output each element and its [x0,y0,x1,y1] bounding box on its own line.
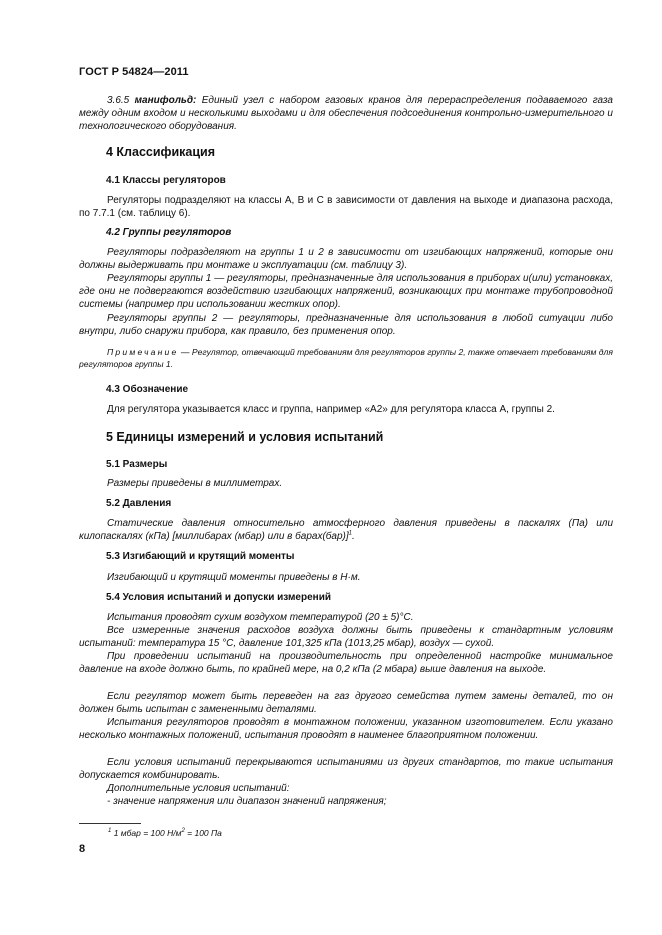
footnote [108,828,222,838]
footnote-separator [79,823,141,824]
definition-term: манифольд: [134,95,197,106]
section-4-3-text: Для регулятора указывается класс и группа, например «А2» для регулятора класса А, группы 2. [107,404,555,415]
section-5-3-text: Изгибающий и крутящий моменты приведены в Н·м. [107,572,361,583]
section-5-4-para-5: Испытания регуляторов проводят в монтажном положении, указанном изготовителем. Если указано несколько монтажных положений, испытания проводят в наименее благоприятном положении. [79,717,613,742]
section-4-3-title: 4.3 Обозначение [106,384,189,395]
footnote-reference: 1 [348,530,352,537]
section-5-1-text: Размеры приведены в миллиметрах. [107,478,283,489]
document-header: ГОСТ Р 54824—2011 [79,66,189,78]
section-5-4-para-1: Испытания проводят сухим воздухом температурой (20 ± 5)°С. [107,612,414,623]
section-5-2-end: . [352,531,355,543]
section-4-2-note [79,346,613,370]
note-text: — Регулятор, отвечающий требованиям для регуляторов группы 2, также отвечает требованиям для регуляторов группы 1. [79,347,613,369]
section-5-2-title: 5.2 Давления [106,498,172,509]
section-4-1-title: 4.1 Классы регуляторов [106,175,226,186]
footnote-text-end: = 100 Па [184,828,222,838]
page-number: 8 [79,843,86,855]
section-4-title: 4 Классификация [106,145,216,159]
section-5-4-title: 5.4 Условия испытаний и допуски измерений [106,592,331,603]
section-5-2-body: Статические давления относительно атмосферного давления приведены в паскалях (Па) или килопаскалях (кПа) [миллибарах (мбар) или в барах(бар)] [79,518,613,543]
section-5-4-para-2: Все измеренные значения расходов воздуха должны быть приведены к стандартным условиям испытаний: температура 15 °С, давление 101,325 кПа (1013,25 мбар), воздух — сухой. [79,625,613,650]
footnote-superscript: 2 [181,828,185,835]
section-5-2-text [79,517,613,543]
definition-number: 3.6.5 [107,95,130,106]
section-4-1-text: Регуляторы подразделяют на классы А, В и С в зависимости от давления на выходе и диапазона расхода, по 7.7.1 (см. таблицу 6). [79,195,613,220]
section-5-4-para-4: Если регулятор может быть переведен на газ другого семейства путем замены деталей, то он должен быть испытан с замененными деталями. [79,691,613,716]
definition-3-6-5 [79,94,613,134]
section-5-3-title: 5.3 Изгибающий и крутящий моменты [106,551,295,562]
definition-text: Единый узел с набором газовых кранов для перераспределения подаваемого газа между одним входом и несколькими выходами и для обеспечения подсоединения контрольно-измерительного и технологического оборудования. [79,95,613,133]
footnote-text: 1 мбар = 100 Н/м [113,828,182,838]
section-5-4-list-item: - значение напряжения или диапазон значений напряжения; [107,796,387,807]
section-5-4-para-6: Если условия испытаний перекрываются испытаниями из других стандартов, то такие испытания допускается комбинировать. [79,757,613,782]
note-label: Примечание [107,347,179,357]
section-5-1-title: 5.1 Размеры [106,459,168,470]
section-4-2-para-1: Регуляторы подразделяют на группы 1 и 2 в зависимости от изгибающих напряжений, которые они должны выдерживать при монтаже и эксплуатации (см. таблицу 3). [79,247,613,272]
section-5-4-para-3: При проведении испытаний на производительность при определенной настройке минимальное давление на входе должно быть, по крайней мере, на 0,2 кПа (2 мбара) выше давления на выходе. [79,651,613,676]
section-4-2-para-3: Регуляторы группы 2 — регуляторы, предназначенные для использования в любой ситуации либо внутри, либо снаружи прибора, как правило, без применения опор. [79,313,613,338]
section-5-title: 5 Единицы измерений и условия испытаний [106,430,384,444]
section-5-4-para-7: Дополнительные условия испытаний: [107,783,290,794]
section-4-2-para-2: Регуляторы группы 1 — регуляторы, предназначенные для использования в приборах и(или) установках, где они не подвергаются воздействию изгибающих напряжений, возникающих при монтаже трубопроводной системы (например при использовании жестких опор). [79,273,613,311]
section-4-2-title: 4.2 Группы регуляторов [106,227,232,238]
footnote-mark: 1 [108,828,112,835]
